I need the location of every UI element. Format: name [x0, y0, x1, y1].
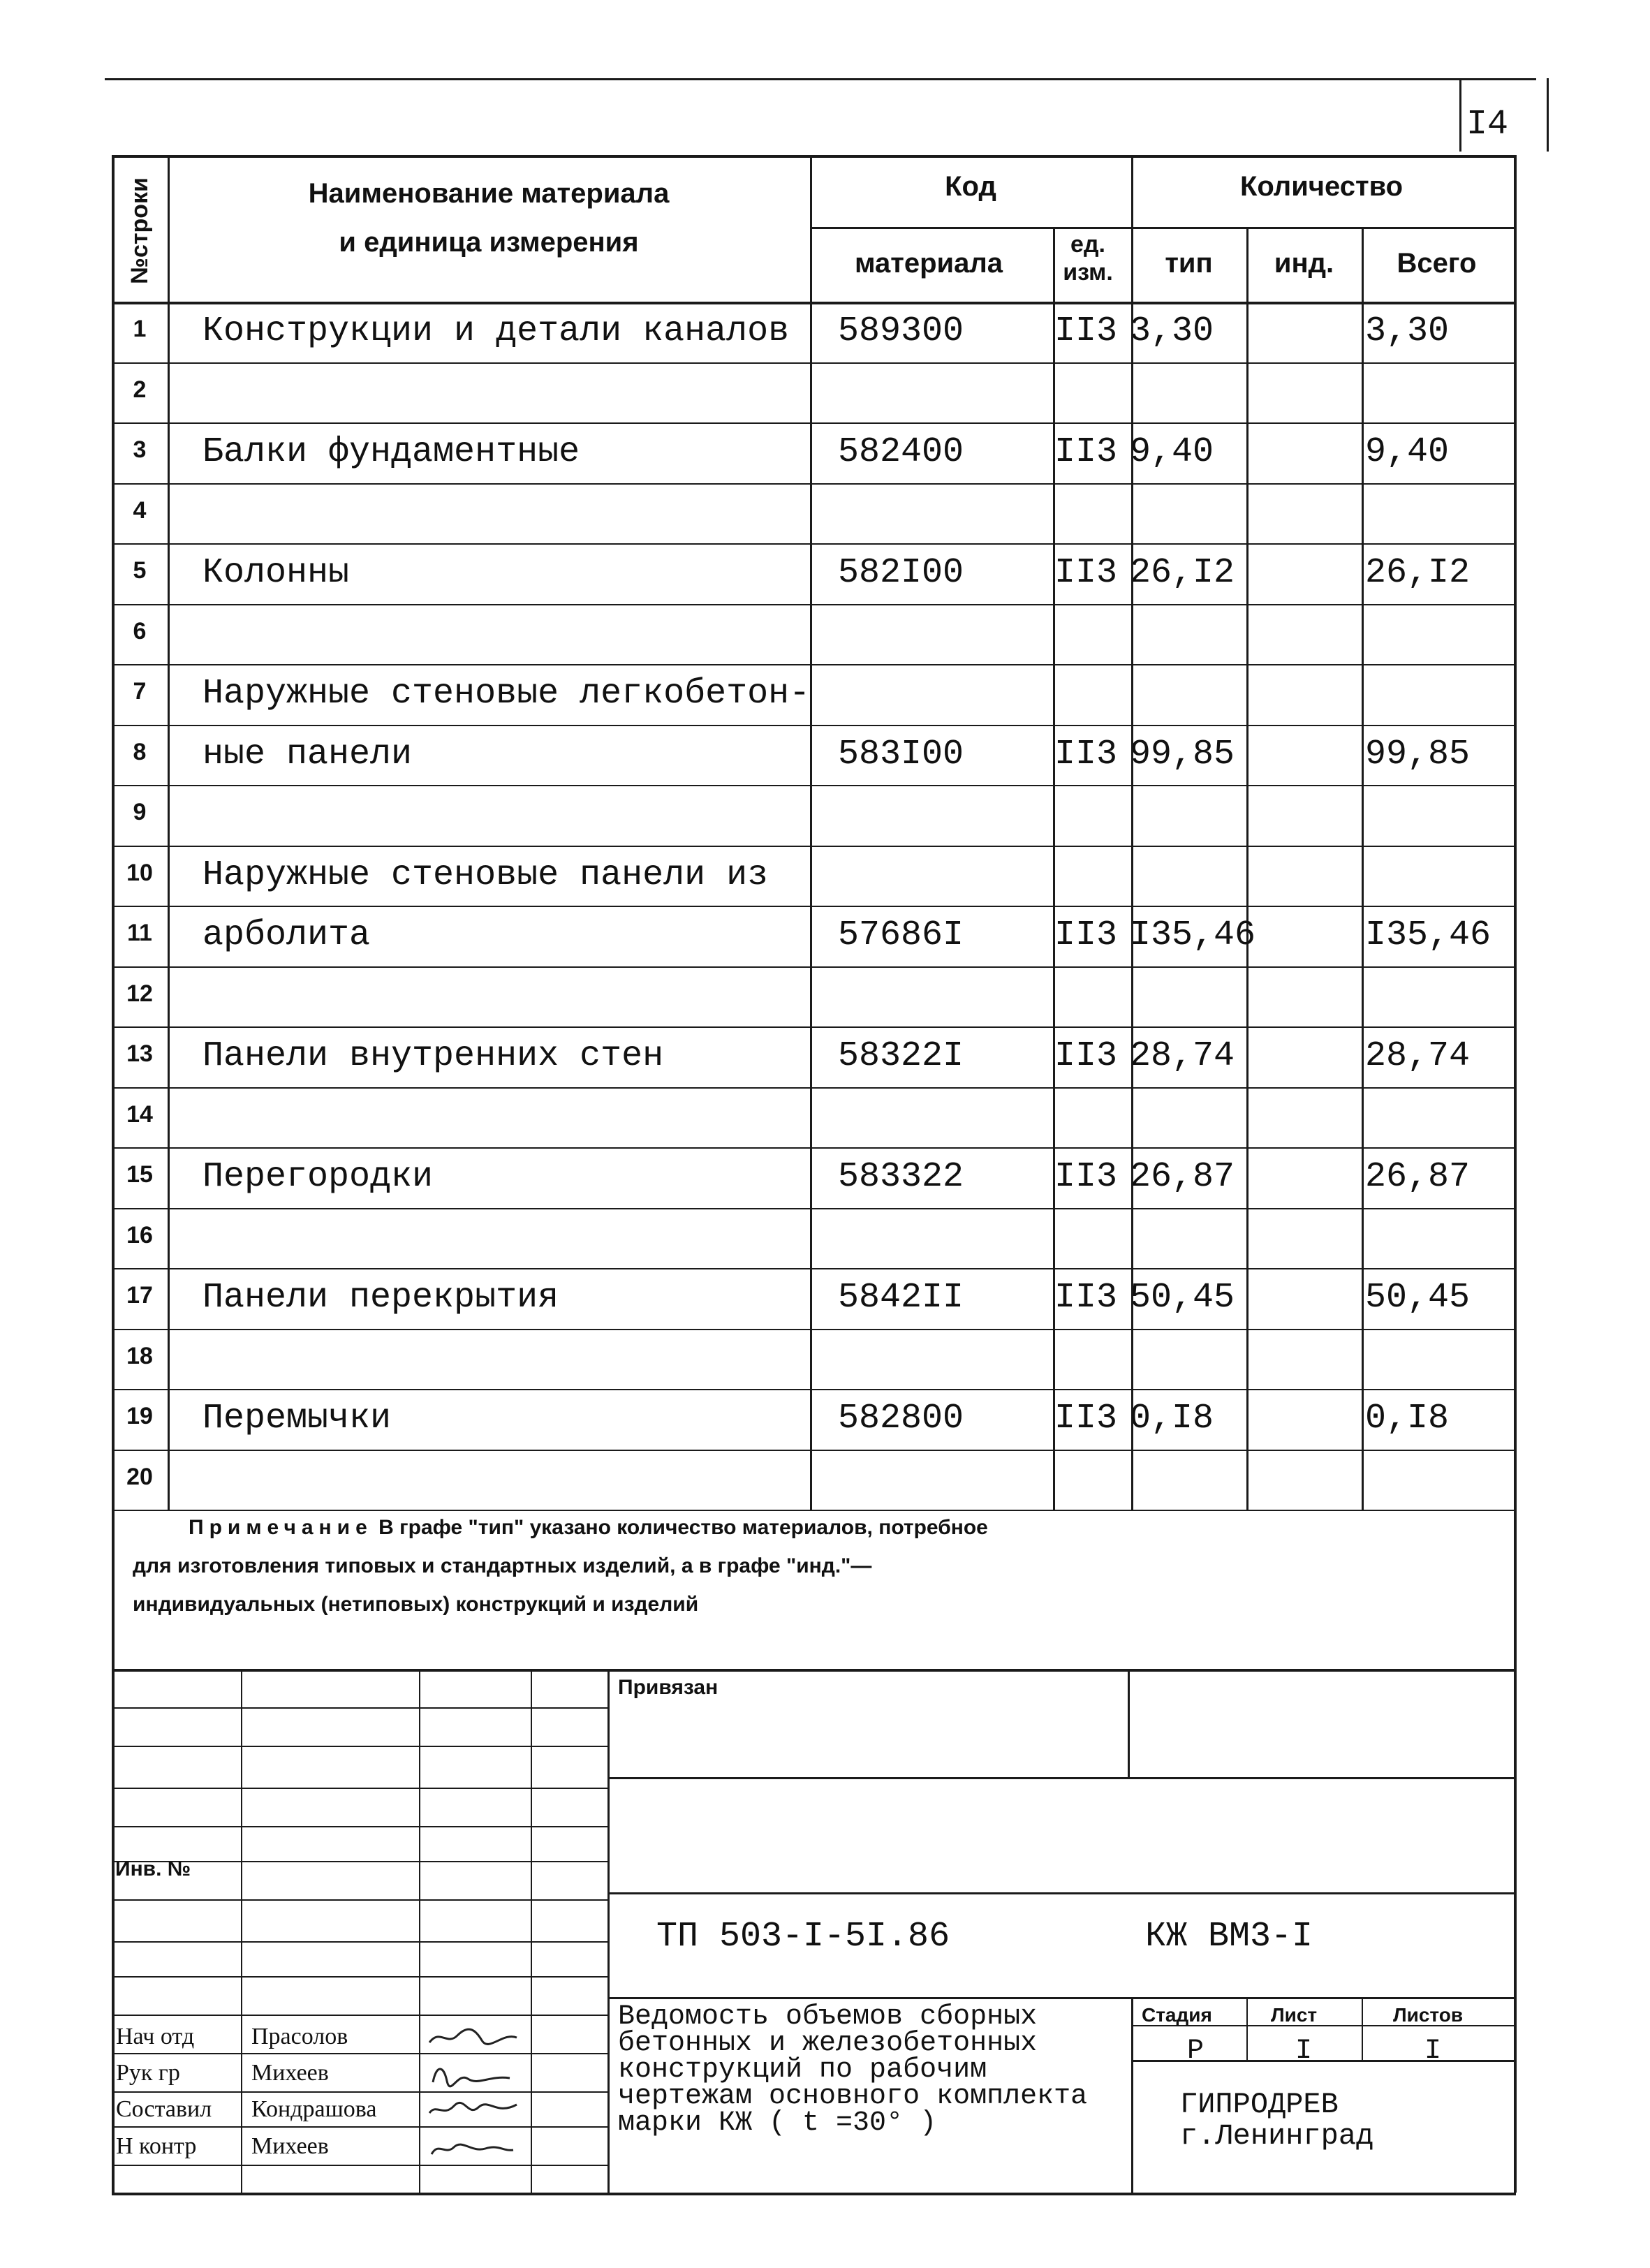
total-quantity-cell: 26,87: [1365, 1157, 1471, 1197]
stamp-bound-bottom-line: [607, 1777, 1514, 1779]
staff-name: Михеев: [251, 2133, 329, 2159]
row-line: [112, 785, 1516, 786]
header-bottom-line: [112, 302, 1516, 304]
name-header-line2: и единица измерения: [339, 227, 639, 258]
header-mid-line: [810, 227, 1514, 229]
sheet-number: I4: [1466, 105, 1509, 145]
material-name-cell: Панели внутренних стен: [202, 1036, 664, 1076]
sheet-value: I: [1295, 2035, 1313, 2067]
row-line: [112, 664, 1516, 665]
material-code-header: материала: [854, 248, 1003, 279]
row-number: 3: [133, 436, 147, 463]
sheet-label: Лист: [1271, 2004, 1318, 2026]
material-code-cell: 57686I: [838, 915, 964, 955]
staff-role: Нач отд: [116, 2024, 195, 2049]
row-line: [112, 906, 1516, 907]
table-right-line: [1514, 155, 1517, 1510]
row-number: 11: [127, 920, 152, 946]
row-line: [112, 1389, 1516, 1390]
unit-code-cell: II3: [1054, 1399, 1118, 1438]
page-right-line: [1514, 1510, 1517, 2193]
unit-code-cell: II3: [1054, 553, 1118, 593]
stamp-title-divider: [1131, 1997, 1133, 2193]
material-name-cell: Перемычки: [202, 1399, 392, 1438]
bound-label: Привязан: [618, 1676, 719, 1699]
material-name-cell: ные панели: [202, 734, 413, 774]
total-quantity-cell: 9,40: [1365, 432, 1450, 472]
material-name-cell: Колонны: [202, 553, 350, 593]
row-line: [112, 543, 1516, 545]
row-line: [112, 604, 1516, 605]
staff-row-line: [112, 2126, 607, 2128]
stamp-left-row-line: [112, 1899, 607, 1901]
material-code-cell: 582400: [838, 432, 964, 472]
row-line: [112, 483, 1516, 485]
staff-row-line: [112, 2165, 607, 2166]
staff-row-line: [112, 2091, 607, 2093]
row-number: 15: [126, 1161, 153, 1188]
type-quantity-cell: 26,87: [1130, 1157, 1235, 1197]
stamp-left-row-line: [112, 1941, 607, 1943]
material-code-cell: 582800: [838, 1399, 964, 1438]
inventory-label: Инв. №: [115, 1857, 191, 1880]
project-code: ТП 503-I-5I.86: [656, 1917, 950, 1957]
note-text: В графе "тип" указано количество материалов, потребное для изготовления типовых и стандартных изделий, а в графе "инд."— индивидуальных (нетиповых) конструкций и изделий: [133, 1516, 988, 1616]
row-number: 10: [126, 859, 153, 886]
name-col-line: [810, 155, 812, 1510]
row-line: [112, 1147, 1516, 1149]
total-quantity-cell: 26,I2: [1365, 553, 1471, 593]
material-name-cell: Панели перекрытия: [202, 1278, 559, 1318]
page-left-line: [112, 1510, 115, 2193]
stamp-col1-line: [241, 1669, 242, 2193]
material-name-cell: Балки фундаментные: [202, 432, 580, 472]
total-qty-header: Всего: [1397, 248, 1477, 279]
stage-col-line: [1246, 1997, 1248, 2060]
type-quantity-cell: 9,40: [1130, 432, 1214, 472]
stamp-left-row-line: [112, 2015, 607, 2016]
unit-code-cell: II3: [1054, 1278, 1118, 1318]
note: [133, 1508, 1006, 1623]
row-line: [112, 1329, 1516, 1330]
material-name-cell: Перегородки: [202, 1157, 434, 1197]
staff-role: Н контр: [116, 2133, 197, 2159]
stamp-left-row-line: [112, 1788, 607, 1789]
note-label: Примечание: [189, 1516, 373, 1539]
row-number: 5: [133, 557, 147, 584]
stamp-bottom-line: [112, 2193, 1516, 2195]
stamp-code-bottom-line: [607, 1997, 1514, 1999]
row-number-header-label: №строки: [126, 177, 153, 284]
sheet-num-box-left: [1459, 78, 1461, 152]
row-number: 18: [126, 1342, 153, 1369]
row-number: 1: [133, 316, 147, 342]
material-code-cell: 583322: [838, 1157, 964, 1197]
signature-icon: [426, 2135, 524, 2163]
row-number-header: [113, 157, 166, 304]
staff-name: Михеев: [251, 2060, 329, 2086]
staff-role: Рук гр: [116, 2060, 180, 2086]
staff-name: Прасолов: [251, 2024, 348, 2049]
signature-icon: [426, 2061, 524, 2089]
type-quantity-cell: 28,74: [1130, 1036, 1235, 1076]
stamp-col4-line: [607, 1669, 610, 2193]
code-header: Код: [945, 171, 996, 202]
num-col-line: [168, 155, 170, 1510]
total-quantity-cell: 3,30: [1365, 311, 1450, 351]
row-number: 19: [126, 1403, 153, 1429]
row-number: 13: [126, 1040, 153, 1067]
row-line: [112, 362, 1516, 364]
ind-col-line: [1362, 227, 1364, 1510]
row-number: 12: [126, 980, 153, 1007]
staff-name: Кондрашова: [251, 2096, 377, 2122]
quantity-header: Количество: [1239, 171, 1404, 202]
type-quantity-cell: 0,I8: [1130, 1399, 1214, 1438]
name-header-line1: Наименование материала: [308, 178, 670, 209]
material-name-cell: Конструкции и детали каналов: [202, 311, 790, 351]
organization-name: ГИПРОДРЕВ: [1180, 2088, 1339, 2121]
row-number: 6: [133, 617, 147, 645]
row-line: [112, 1268, 1516, 1269]
unit-code-cell: II3: [1054, 1036, 1118, 1076]
stamp-left-row-line: [112, 1826, 607, 1827]
stamp-left-row-line: [112, 1976, 607, 1978]
row-line: [112, 1208, 1516, 1209]
row-number: 8: [133, 738, 147, 765]
stamp-top-line: [112, 1669, 1516, 1672]
sheet-num-box-right: [1547, 78, 1549, 152]
row-line: [112, 966, 1516, 968]
signature-icon: [426, 2025, 524, 2053]
material-name-cell: Наружные стеновые легкобетон-: [202, 674, 811, 714]
document-title: Ведомость объемов сборных бетонных и железобетонных конструкций по рабочим чертежам основного комплекта марки КЖ ( t =30° ): [618, 2001, 1088, 2139]
unit-code-cell: II3: [1054, 734, 1118, 774]
row-number: 20: [126, 1463, 153, 1490]
total-quantity-cell: I35,46: [1365, 915, 1491, 955]
row-number: 16: [126, 1221, 153, 1249]
stamp-bound-divider: [1128, 1669, 1130, 1777]
row-line: [112, 1087, 1516, 1089]
material-code-cell: 58322I: [838, 1036, 964, 1076]
unit-code-cell: II3: [1054, 1157, 1118, 1197]
material-code-cell: 5842II: [838, 1278, 964, 1318]
table-top-line: [112, 155, 1516, 158]
total-quantity-cell: 28,74: [1365, 1036, 1471, 1076]
row-line: [112, 846, 1516, 847]
staff-role: Составил: [116, 2096, 212, 2122]
sheet-col-line: [1362, 1997, 1363, 2060]
type-quantity-cell: 99,85: [1130, 734, 1235, 774]
row-number: 7: [133, 678, 147, 705]
stamp-col2-line: [419, 1669, 420, 2193]
total-quantity-cell: 50,45: [1365, 1278, 1471, 1318]
total-quantity-cell: 99,85: [1365, 734, 1471, 774]
material-name-cell: арболита: [202, 915, 371, 955]
material-code-cell: 589300: [838, 311, 964, 351]
stamp-code-top-line: [607, 1892, 1514, 1894]
row-line: [112, 1026, 1516, 1028]
row-line: [112, 725, 1516, 726]
material-code-cell: 583I00: [838, 734, 964, 774]
type-qty-header: тип: [1165, 248, 1213, 279]
document-code: КЖ ВМ3-I: [1145, 1917, 1313, 1957]
row-line: [112, 1450, 1516, 1451]
signature-icon: [426, 2098, 524, 2126]
row-number: 17: [126, 1282, 153, 1309]
row-number: 4: [133, 496, 147, 524]
staff-row-line: [112, 2053, 607, 2054]
material-name-cell: Наружные стеновые панели из: [202, 855, 769, 895]
row-number: 14: [126, 1100, 153, 1128]
total-quantity-cell: 0,I8: [1365, 1399, 1450, 1438]
material-code-cell: 582I00: [838, 553, 964, 593]
ind-qty-header: инд.: [1274, 248, 1334, 279]
sheets-value: I: [1424, 2035, 1442, 2067]
sheets-label: Листов: [1393, 2004, 1464, 2026]
stamp-col3-line: [531, 1669, 532, 2193]
organization-city: г.Ленинград: [1180, 2119, 1374, 2153]
row-line: [112, 422, 1516, 424]
type-quantity-cell: I35,46: [1130, 915, 1256, 955]
row-number: 9: [133, 799, 147, 825]
stamp-left-row-line: [112, 1707, 607, 1709]
unit-code-cell: II3: [1054, 311, 1118, 351]
unit-code-cell: II3: [1054, 915, 1118, 955]
unit-code-cell: II3: [1054, 432, 1118, 472]
unit-code-header: ед. изм.: [1063, 231, 1113, 286]
stage-value: Р: [1187, 2035, 1205, 2067]
stamp-left-row-line: [112, 1746, 607, 1747]
type-quantity-cell: 50,45: [1130, 1278, 1235, 1318]
row-number: 2: [133, 376, 147, 403]
stage-label: Стадия: [1142, 2004, 1212, 2026]
top-border: [105, 78, 1536, 80]
type-quantity-cell: 26,I2: [1130, 553, 1235, 593]
type-quantity-cell: 3,30: [1130, 311, 1214, 351]
